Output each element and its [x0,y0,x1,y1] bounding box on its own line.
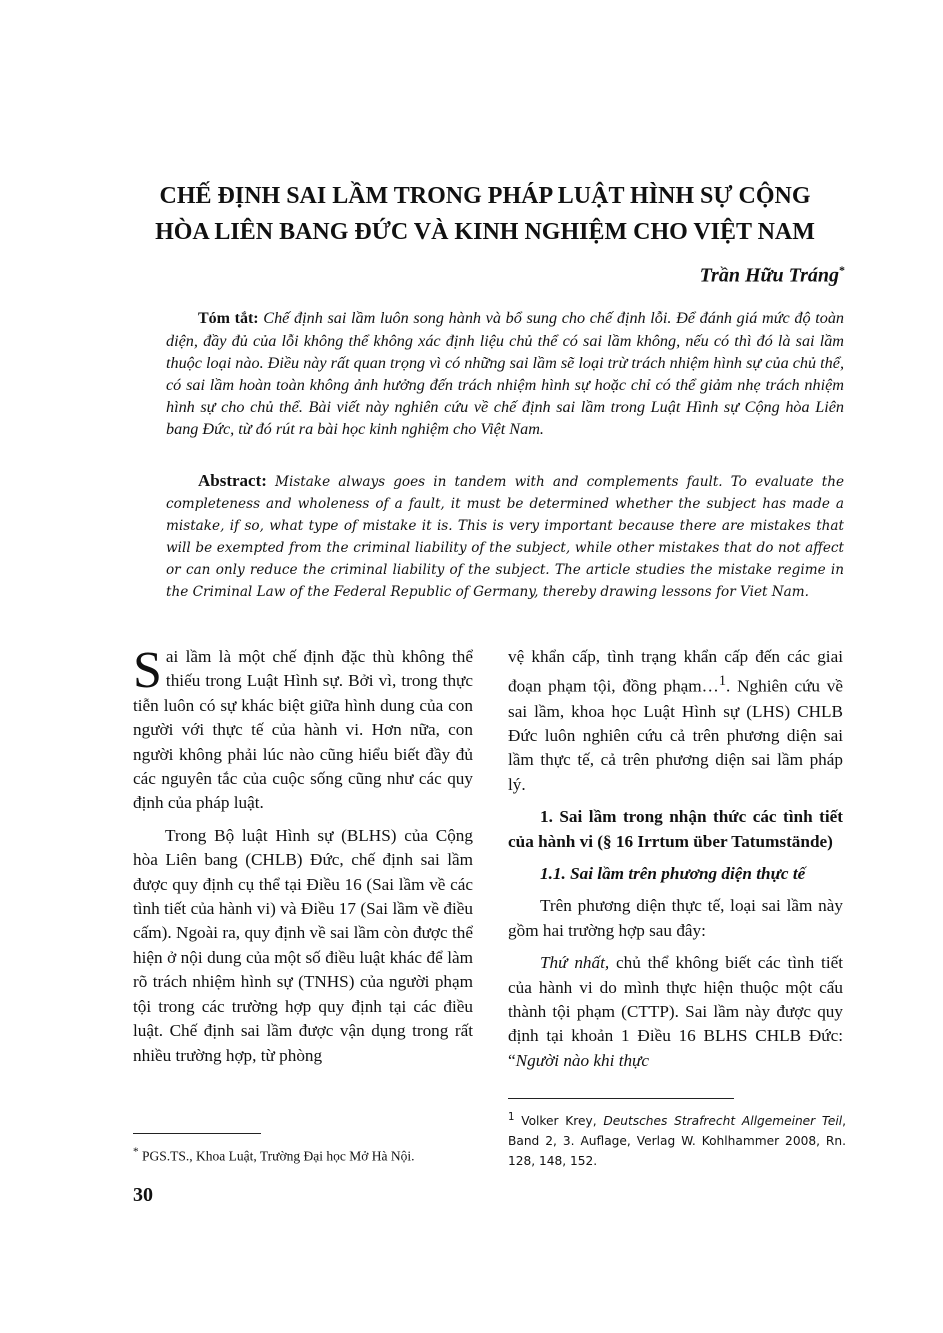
author-name-text: Trần Hữu Tráng [699,264,839,287]
abstract-vietnamese [166,307,844,440]
quotation: Người nào khi thực [515,1050,650,1070]
title-line-1: CHẾ ĐỊNH SAI LẦM TRONG PHÁP LUẬT HÌNH SỰ CỘNG [159,183,811,209]
subsection-heading: 1.1. Sai lầm trên phương diện thực tế [540,863,806,883]
abstract-en-label: Abstract: [198,471,267,490]
footnote-text: PGS.TS., Khoa Luật, Trường Đại học Mở Hà Nội. [138,1148,415,1164]
emphasis: Thứ nhất, [540,953,610,973]
paragraph [508,645,843,797]
drop-cap: S [133,642,162,699]
paragraph [508,951,843,1073]
intro-paragraph-text: ai lầm là một chế định đặc thù không thể thiếu trong Luật Hình sự. Bởi vì, trong thực tiễn luôn có sự khác biệt giữa hình dung của con người với thực tế của hành vi. Hơn nữa, con người không phải lúc nào cũng hiểu biết đầy đủ các nguyên tắc của cuộc sống cũng như các quy định của pháp luật. [133,647,473,813]
body-column-left [133,642,473,1076]
footnote-text: , Band 2, 3. Auflage, Verlag W. Kohlhammer 2008, Rn. 128, 148, 152. [508,1114,847,1169]
body-column-right [508,645,843,1081]
author-footnote-marker: * [839,263,845,277]
abstract-en-text: Mistake always goes in tandem with and complements fault. To evaluate the completeness and wholeness of a fault, it must be determined whether the subject has made a mistake, if so, what type of mistake it is. This is very important because there are mistakes that will be exempted from the criminal liability of the subject, while other mistakes that do not affect or can only reduce the criminal liability of the subject. The article studies the mistake regime in the Criminal Law of the Federal Republic of Germany, thereby drawing lessons for Viet Nam. [166,474,844,600]
footnote-1 [508,1108,846,1171]
footnote-marker: * [133,1146,139,1158]
page-number: 30 [133,1184,153,1206]
author-name [700,263,845,288]
paragraph-text: . Nghiên cứu về sai lầm, khoa học Luật Hình sự (LHS) CHLB Đức luôn nghiên cứu cả trên phương diện sai lầm thực tế, cả trên phương diện sai lầm pháp lý. [508,677,843,794]
footnote-author [133,1146,473,1165]
footnote-divider [133,1133,261,1134]
section-heading: 1. Sai lầm trong nhận thức các tình tiết của hành vi (§ 16 Irrtum über Tatumstände) [508,807,843,851]
footnote-marker: 1 [508,1112,515,1123]
paragraph: Trên phương diện thực tế, loại sai lầm này gồm hai trường hợp sau đây: [508,896,843,940]
abstract-vi-text: Chế định sai lầm luôn song hành và bổ sung cho chế định lỗi. Để đánh giá mức độ toàn diện, đầy đủ của lỗi không thể không xác định liệu chủ thể có sai lầm không, nếu có thì đó là sai lầm thuộc loại nào. Điều này rất quan trọng vì có những sai lầm sẽ loại trừ trách nhiệm hình sự của chủ thể, có sai lầm hoàn toàn không ảnh hưởng đến trách nhiệm hình sự hoặc chỉ có thể giảm nhẹ trách nhiệm hình sự cho chủ thể. Bài viết này nghiên cứu về chế định sai lầm trong Luật Hình sự Cộng hòa Liên bang Đức, từ đó rút ra bài học kinh nghiệm cho Việt Nam. [166,309,845,438]
abstract-vi-label: Tóm tắt: [198,310,259,327]
title-line-2: HÒA LIÊN BANG ĐỨC VÀ KINH NGHIỆM CHO VIỆT NAM [155,219,815,245]
article-title [120,178,850,250]
paragraph: Trong Bộ luật Hình sự (BLHS) của Cộng hòa Liên bang (CHLB) Đức, chế định sai lầm được quy định cụ thể tại Điều 16 (Sai lầm về các tình tiết của hành vi) và Điều 17 (Sai lầm về điều cấm). Ngoài ra, quy định về sai lầm còn được thể hiện ở nội dung của một số điều luật khác để làm rõ trách nhiệm hình sự (TNHS) của người phạm tội trong các trường hợp quy định tại các điều luật. Chế định sai lầm được vận dụng trong rất nhiều trường hợp, từ phòng [133,825,473,1065]
footnote-ref[interactable]: 1 [718,673,727,690]
footnote-book-title: Deutsches Strafrecht Allgemeiner Teil [603,1114,843,1129]
footnote-divider [508,1098,734,1099]
abstract-english [166,470,844,603]
paragraph-text: vệ khẩn cấp, tình trạng khẩn cấp đến các giai đoạn phạm tội, đồng phạm… [508,647,843,697]
paragraph-text: chủ thể không biết các tình tiết của hành vi do mình thực hiện thuộc một cấu thành tội phạm (CTTP). Sai lầm này được quy định tại khoản 1 Điều 16 BLHS CHLB Đức: “ [508,953,843,1070]
intro-paragraph [133,642,473,816]
footnote-author-text: Volker Krey, [514,1114,604,1129]
